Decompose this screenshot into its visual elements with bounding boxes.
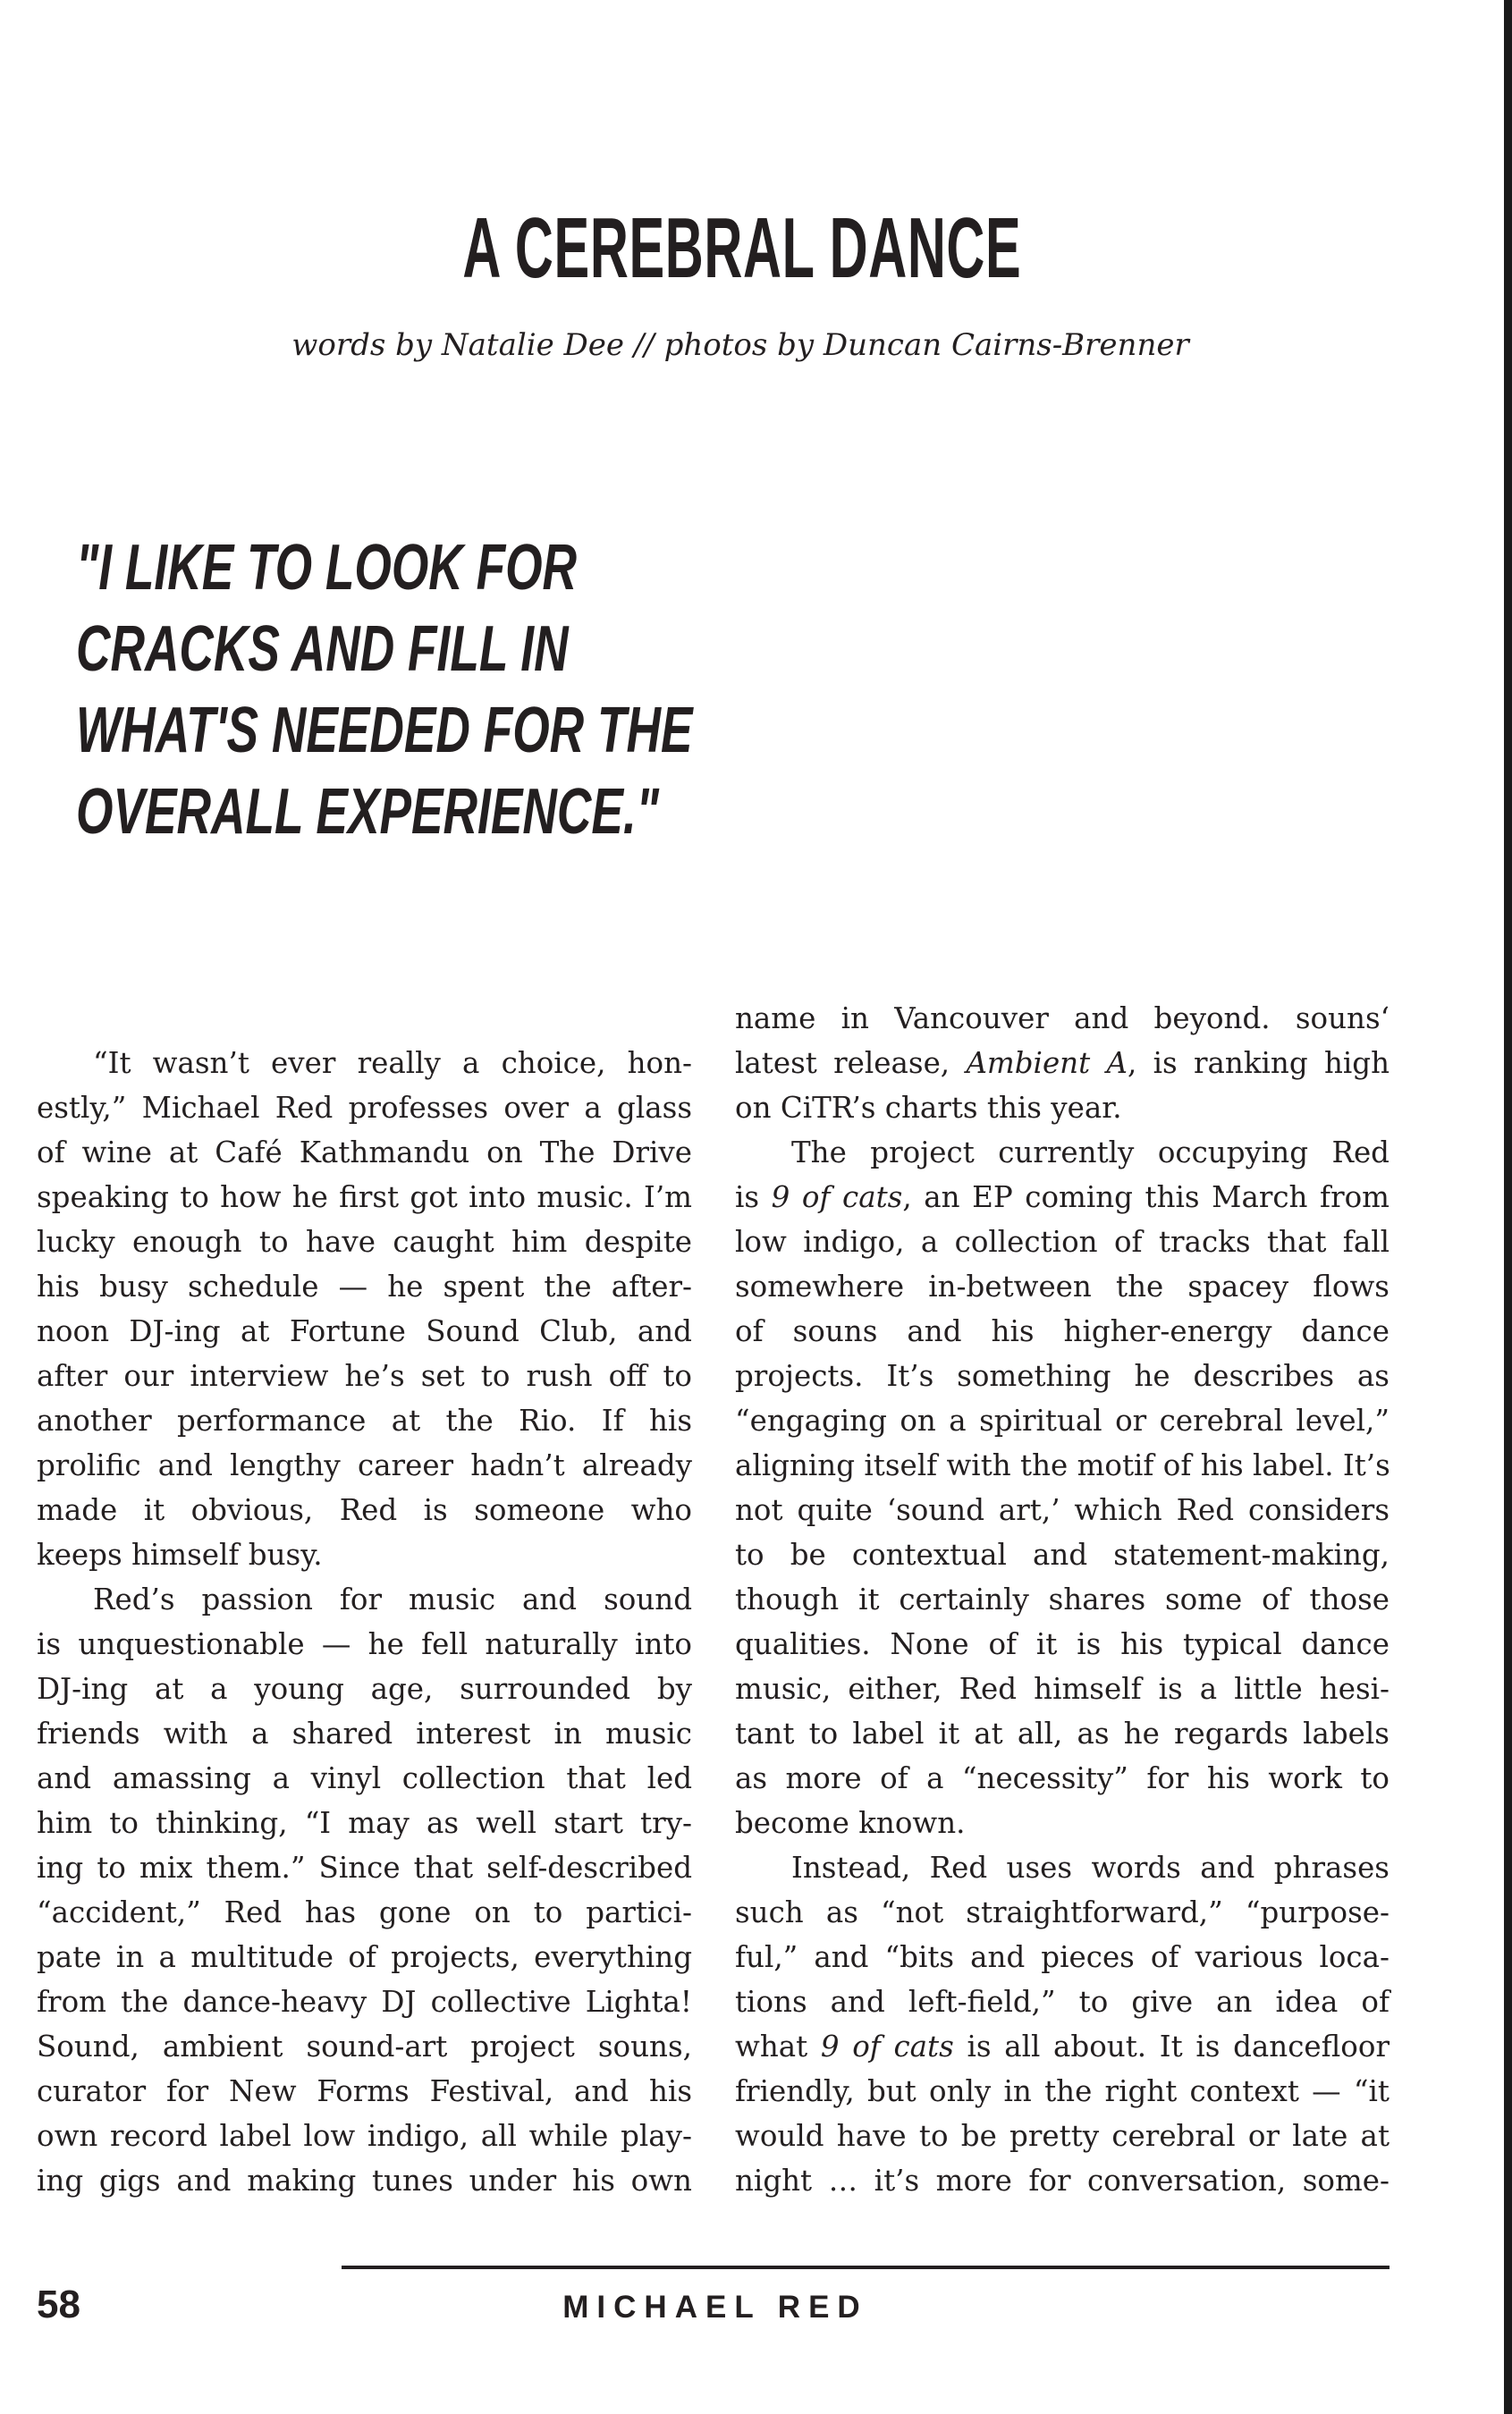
body-text-line xyxy=(37,1130,692,1175)
body-text-line xyxy=(735,1220,1390,1264)
body-text-line xyxy=(37,1935,692,1979)
body-text-line xyxy=(735,2158,1390,2203)
text-run: curator for New Forms Festival, and his xyxy=(37,2074,692,2108)
text-run: “engaging on a spiritual or cerebral level,” xyxy=(735,1404,1390,1438)
body-text-line xyxy=(37,2114,692,2158)
pull-quote xyxy=(76,528,693,853)
text-run: qualities. None of it is his typical dance xyxy=(735,1627,1390,1661)
text-run: low indigo, a collection of tracks that fall xyxy=(735,1225,1390,1259)
text-run: not quite ‘sound art,’ which Red considers xyxy=(735,1493,1390,1527)
article-title: A CEREBRAL DANCE xyxy=(462,200,1022,296)
body-text-line xyxy=(735,1667,1390,1711)
body-text-line xyxy=(735,2114,1390,2158)
italic-title: Ambient A xyxy=(966,1046,1128,1080)
text-run: prolific and lengthy career hadn’t already xyxy=(37,1448,692,1482)
text-run: friendly, but only in the right context — “it xyxy=(735,2074,1390,2108)
text-run: ing to mix them.” Since that self-described xyxy=(37,1851,692,1885)
body-text-line xyxy=(37,1532,692,1577)
text-run: pate in a multitude of projects, everything xyxy=(37,1940,692,1974)
text-run: though it certainly shares some of those xyxy=(735,1583,1390,1616)
text-run: from the dance-heavy DJ collective Lighta! xyxy=(37,1985,692,2019)
body-text-line xyxy=(735,1264,1390,1309)
text-run: such as “not straightforward,” “purpose- xyxy=(735,1895,1390,1929)
text-run: , is ranking high xyxy=(1127,1046,1390,1080)
text-run: keeps himself busy. xyxy=(37,1538,323,1572)
body-text-line xyxy=(37,1577,692,1622)
body-text-line xyxy=(735,1354,1390,1398)
text-run: on CiTR’s charts this year. xyxy=(735,1091,1122,1125)
body-text-line xyxy=(735,1979,1390,2024)
text-run: , an EP coming this March from xyxy=(902,1180,1390,1214)
body-text-line xyxy=(735,1756,1390,1801)
text-run: Sound, ambient sound-art project souns, xyxy=(37,2030,692,2064)
body-text-line xyxy=(37,1398,692,1443)
body-text-line xyxy=(37,1085,692,1130)
article-byline: words by Natalie Dee // photos by Duncan Cairns-Brenner xyxy=(291,327,1189,363)
text-run: him to thinking, “I may as well start try- xyxy=(37,1806,692,1840)
body-text-line xyxy=(735,1935,1390,1979)
body-text-line xyxy=(735,1175,1390,1220)
body-text-line xyxy=(37,1309,692,1354)
body-text-line xyxy=(37,1175,692,1220)
pull-quote-line: CRACKS AND FILL IN xyxy=(76,613,569,685)
text-run: somewhere in-between the spacey flows xyxy=(735,1270,1390,1304)
text-run: Red’s passion for music and sound xyxy=(93,1583,692,1616)
body-text-line xyxy=(37,1711,692,1756)
footer-rule xyxy=(342,2266,1390,2269)
body-text-line xyxy=(37,2069,692,2114)
body-text-line xyxy=(37,1488,692,1532)
body-text-line xyxy=(37,1845,692,1890)
body-text-line xyxy=(37,2158,692,2203)
pull-quote-line: OVERALL EXPERIENCE." xyxy=(76,776,659,848)
body-text-line xyxy=(37,1354,692,1398)
body-text-line xyxy=(37,1979,692,2024)
text-run: estly,” Michael Red professes over a glass xyxy=(37,1091,692,1125)
text-run: projects. It’s something he describes as xyxy=(735,1359,1390,1393)
body-text-line xyxy=(37,1264,692,1309)
text-run: what xyxy=(735,2030,821,2064)
body-text-line xyxy=(735,2024,1390,2069)
pull-quote-line: "I LIKE TO LOOK FOR xyxy=(76,532,578,604)
text-run: latest release, xyxy=(735,1046,967,1080)
body-text-line xyxy=(37,1041,692,1085)
body-text-line xyxy=(37,2024,692,2069)
text-run: name in Vancouver and beyond. souns‘ xyxy=(735,1001,1390,1035)
body-text-line xyxy=(735,1488,1390,1532)
text-run: “accident,” Red has gone on to partici- xyxy=(37,1895,692,1929)
body-text-line xyxy=(735,1309,1390,1354)
body-text-line xyxy=(37,1667,692,1711)
text-run: and amassing a vinyl collection that led xyxy=(37,1761,692,1795)
italic-title: 9 of cats xyxy=(771,1180,903,1214)
body-text-line xyxy=(37,1443,692,1488)
running-head: MICHAEL RED xyxy=(562,2290,868,2325)
text-run: speaking to how he first got into music. I’m xyxy=(37,1180,692,1214)
text-run: of souns and his higher-energy dance xyxy=(735,1314,1390,1348)
body-text-line xyxy=(37,1622,692,1667)
body-text-line xyxy=(37,1890,692,1935)
text-run: to be contextual and statement-making, xyxy=(735,1538,1390,1572)
pull-quote-line: WHAT'S NEEDED FOR THE xyxy=(76,695,693,766)
text-run: of wine at Café Kathmandu on The Drive xyxy=(37,1135,692,1169)
text-run: as more of a “necessity” for his work to xyxy=(735,1761,1390,1795)
body-column-right xyxy=(735,996,1390,2203)
body-text-line xyxy=(735,1398,1390,1443)
text-run: music, either, Red himself is a little hesi- xyxy=(735,1672,1390,1706)
body-text-line xyxy=(735,1085,1390,1130)
text-run: friends with a shared interest in music xyxy=(37,1717,692,1751)
text-run: noon DJ-ing at Fortune Sound Club, and xyxy=(37,1314,692,1348)
body-text-line xyxy=(37,1756,692,1801)
body-text-line xyxy=(37,1801,692,1845)
body-text-line xyxy=(37,1220,692,1264)
body-text-line xyxy=(735,2069,1390,2114)
body-text-line xyxy=(735,1622,1390,1667)
body-text-line xyxy=(735,1041,1390,1085)
text-run: lucky enough to have caught him despite xyxy=(37,1225,692,1259)
body-text-line xyxy=(735,1890,1390,1935)
text-run: aligning itself with the motif of his label. It’s xyxy=(735,1448,1390,1482)
body-text-line xyxy=(735,1711,1390,1756)
text-run: after our interview he’s set to rush off to xyxy=(37,1359,692,1393)
body-text-line xyxy=(735,1577,1390,1622)
page-edge-bar xyxy=(1504,0,1512,2414)
body-text-line xyxy=(735,1801,1390,1845)
text-run: DJ-ing at a young age, surrounded by xyxy=(37,1672,692,1706)
text-run: made it obvious, Red is someone who xyxy=(37,1493,692,1527)
body-text-line xyxy=(735,1443,1390,1488)
text-run: ful,” and “bits and pieces of various loca- xyxy=(735,1940,1390,1974)
text-run: is unquestionable — he fell naturally into xyxy=(37,1627,692,1661)
text-run: “It wasn’t ever really a choice, hon- xyxy=(93,1046,692,1080)
text-run: would have to be pretty cerebral or late at xyxy=(735,2119,1390,2153)
page-number: 58 xyxy=(37,2283,80,2326)
body-text-line xyxy=(735,1532,1390,1577)
body-text-line xyxy=(735,1130,1390,1175)
text-run: own record label low indigo, all while play- xyxy=(37,2119,692,2153)
text-run: ing gigs and making tunes under his own xyxy=(37,2164,692,2198)
text-run: Instead, Red uses words and phrases xyxy=(791,1851,1390,1885)
italic-title: 9 of cats xyxy=(820,2030,954,2064)
body-text-line xyxy=(735,1845,1390,1890)
text-run: another performance at the Rio. If his xyxy=(37,1404,692,1438)
text-run: tant to label it at all, as he regards labels xyxy=(735,1717,1390,1751)
text-run: tions and left-field,” to give an idea of xyxy=(735,1985,1390,2019)
text-run: become known. xyxy=(735,1806,966,1840)
text-run: is xyxy=(735,1180,772,1214)
text-run: is all about. It is dancefloor xyxy=(953,2030,1390,2064)
text-run: night … it’s more for conversation, some- xyxy=(735,2164,1390,2198)
text-run: his busy schedule — he spent the after- xyxy=(37,1270,692,1304)
body-column-left xyxy=(37,1041,692,2203)
body-text-line xyxy=(735,996,1390,1041)
text-run: The project currently occupying Red xyxy=(791,1135,1390,1169)
